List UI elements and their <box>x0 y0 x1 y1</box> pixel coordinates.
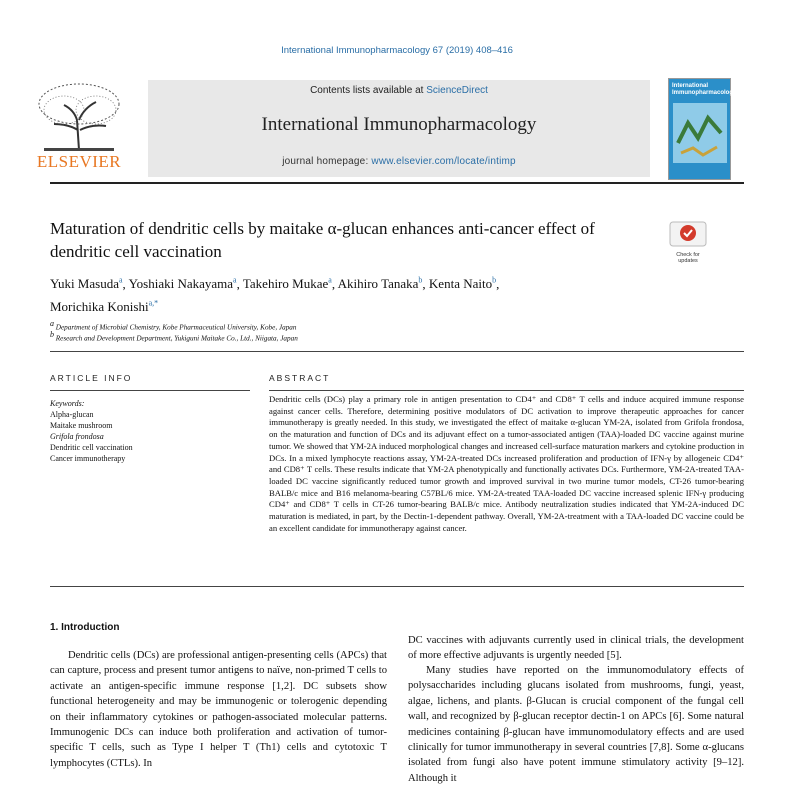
journal-reference[interactable]: International Immunopharmacology 67 (2019) 408–416 <box>281 45 513 56</box>
journal-cover[interactable] <box>668 78 737 180</box>
cover-title: International Immunopharmacology <box>672 83 737 96</box>
keyword: Grifola frondosa <box>50 432 104 441</box>
author-list: Yuki Masuda$^a$, Yoshiaki Nakayama$^a$, Takehiro Mukae$^a$, Akihiro Tanaka$^b$, Kenta Naito$^b$, Morichika Konishi$^{a,*}$ <box>50 276 500 314</box>
article-info-rule <box>50 390 250 391</box>
contents-line <box>148 85 650 96</box>
article-title: Maturation of dendritic cells by maitake α-glucan enhances anti-cancer effect of dendritic cell vaccination <box>50 219 595 261</box>
publisher-name: ELSEVIER <box>36 152 122 171</box>
author[interactable]: Takehiro Mukae$^a$ <box>242 276 332 292</box>
intro-right-column-top: DC vaccines with adjuvants currently used in clinical trials, the development of more effective adjuvants is urgently needed [5]. <box>408 635 744 662</box>
abstract-rule <box>269 390 744 391</box>
keywords-label: Keywords: <box>50 399 85 408</box>
keyword: Maitake mushroom <box>50 421 113 430</box>
author[interactable]: Morichika Konishi$^{a,*}$ <box>50 298 159 314</box>
header-rule <box>50 182 744 184</box>
keyword: Cancer immunotherapy <box>50 454 126 463</box>
affiliation: $^b$ Research and Development Department, Yukiguni Maitake Co., Ltd., Niigata, Japan <box>50 330 298 343</box>
contents-prefix: Contents lists available at <box>310 85 427 96</box>
check-updates-label: Check for updates <box>676 252 700 264</box>
intro-left-column: Dendritic cells (DCs) are professional antigen-presenting cells (APCs) that can capture, process and present tumor antigens to naïve, non-primed T cells to activate an antigen-specific immune response [1,2]. DC subsets show functional heterogeneity and may be immunogenic or tolerogenic depending on their inflammatory cytokines or pathogen-associated molecular patterns. Immunogenic DCs can induce both proliferation and activation of tumor-specific T cells, such as Type I helper T (Th1) cells and cytotoxic T lymphocytes (CTLs). In <box>50 650 387 769</box>
sciencedirect-link[interactable]: ScienceDirect <box>426 85 488 96</box>
cover-molecule-icon <box>673 103 727 163</box>
journal-banner <box>148 80 650 177</box>
introduction-heading: 1. Introduction <box>50 622 120 633</box>
keyword: Dendritic cell vaccination <box>50 443 133 452</box>
journal-title: International Immunopharmacology <box>261 114 537 135</box>
abstract-bottom-rule <box>50 586 744 587</box>
author[interactable]: Akihiro Tanaka$^b$ <box>337 276 423 292</box>
author[interactable]: Yoshiaki Nakayama$^a$ <box>128 276 237 292</box>
keyword: Alpha-glucan <box>50 410 94 419</box>
author[interactable]: Kenta Naito$^b$ <box>428 276 497 292</box>
check-for-updates-badge[interactable] <box>669 221 707 264</box>
elsevier-logo <box>24 80 134 175</box>
abstract-heading: ABSTRACT <box>269 373 331 383</box>
intro-right-column-paragraph: Many studies have reported on the immunomodulatory effects of polysaccharides including glucans isolated from mushrooms, fungi, yeast, algae, lichens, and plants. β-Glucan is crucial component of the fungal cell wall, and recognized by β-glucan receptor dectin-1 on APCs [6]. Some natural medicines containing β-glucan have immunomodulatory effects and are used clinically for tumor immunotherapy in several countries [7,8]. Some α-glucans isolated from fungi also have potent immune stimulatory activity [9–12]. Although it <box>408 665 744 784</box>
affiliation: $^a$ Department of Microbial Chemistry, Kobe Pharmaceutical University, Kobe, Japan <box>50 319 297 332</box>
check-updates-icon <box>669 221 707 247</box>
homepage-prefix: journal homepage: <box>282 156 372 167</box>
journal-homepage <box>148 156 650 167</box>
homepage-link[interactable]: www.elsevier.com/locate/intimp <box>371 156 516 167</box>
keywords-list <box>50 398 250 464</box>
article-info-heading: ARTICLE INFO <box>50 373 133 383</box>
author[interactable]: Yuki Masuda$^a$ <box>50 276 123 292</box>
section-rule <box>50 351 744 352</box>
abstract-text: Dendritic cells (DCs) play a primary role in antigen presentation to CD4⁺ and CD8⁺ T cells and induce acquired immune response against cancer cells. Therefore, determining positive modulators of DC activation to improve therapeutic approaches for cancer immunotherapy is greatly needed. In this study, we investigated the effect of maitake α-glucan YM-2A, isolated from Grifola frondosa, on the maturation and function of DCs and its adjuvant effect on a tumor-associated antigen (TAA)-loaded DC vaccine against murine tumor. We showed that YM-2A induced morphological changes and increased cell-surface maturation markers and cytokine production in DCs. In a mixed lymphocyte reactions assay, YM-2A-treated DCs increased proliferation and production of IFN-γ by allogeneic CD4⁺ and CD8⁺ T cells. These results indicate that YM-2A phenotypically and functionally activates DCs. Furthermore, YM-2A-treated TAA-loaded DC vaccine significantly reduced tumor growth and improved survival in two murine tumor models, CT-26 tumor-bearing BALB/c mice and B16 melanoma-bearing C57BL/6 mice. YM-2A-treated TAA-loaded DC vaccine increased splenic IFN-γ producing CD4⁺ and CD8⁺ T cells in CT-26 tumor-bearing BALB/c mice. Antibody neutralization studies indicated that YM-2A-induced DC maturation is mediated, in part, by the Dectin-1-dependent pathway. Overall, YM-2A-treatment with a TAA-loaded DC vaccine could be an excellent candidate for immunotherapy against cancer. <box>269 394 744 533</box>
